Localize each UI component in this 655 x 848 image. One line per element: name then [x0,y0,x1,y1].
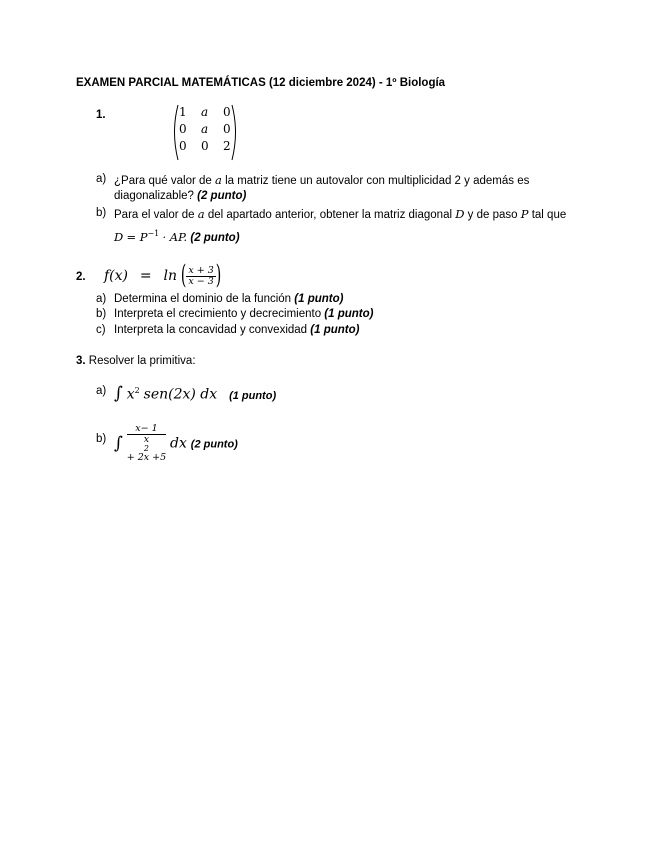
q3b-fraction [127,424,166,463]
q2-item-text: Interpreta la concavidad y convexidad [114,324,308,336]
q1b-equation-line [114,229,240,244]
q1a-points: (2 punto) [197,190,247,202]
matrix-cell: 1 [179,105,187,119]
exam-title: EXAMEN PARCIAL MATEMÁTICAS (12 diciembre 2024) - 1º Biología [76,77,446,89]
q1a-text1: ¿Para qué valor de [114,175,212,187]
matrix-cell: 0 [179,122,187,136]
q1b-var-P: P [520,207,529,221]
q2-item-text: Interpreta el crecimiento y decrecimiento [114,308,322,320]
q2-item-points: (1 punto) [310,324,360,336]
q1a-var: a [215,173,222,187]
q3b-den-exp: 2 [143,443,149,453]
q1b-line1 [114,207,566,221]
q1a-line1 [114,173,529,187]
q2-right-paren: ) [215,261,222,292]
q2-item-label: a) [96,293,107,305]
q3a-integral [114,378,276,409]
q1b-label: b) [96,207,107,219]
q1a-label: a) [96,173,107,185]
q2-numerator: x + 3 [188,264,214,276]
q2-item-points: (1 punto) [294,293,344,305]
q1b-eq-eq: = P [126,229,148,244]
matrix [171,103,239,163]
q3a-rest: sen(2x) dx [143,386,218,403]
q3b-den-x: x [143,433,150,445]
matrix-cell: 2 [223,139,231,153]
question-2-number: 2. [76,271,86,283]
q1b-var-a: a [197,207,205,221]
matrix-cell: 0 [223,105,231,119]
q1a-text3: diagonalizable? [114,190,194,202]
q2-ln: ln [163,268,178,284]
matrix-entries [179,105,239,156]
q3b-points: (2 punto) [190,438,238,451]
q2-function [104,260,221,291]
question-3-number: 3. [76,355,86,367]
integral-sign: ∫ [114,433,123,454]
q1b-text2: del apartado anterior, obtener la matriz diagonal [207,209,453,221]
q2-item-label: b) [96,308,107,320]
q3b-dx: dx [170,435,187,452]
q3b-numerator: x− 1 [127,424,166,435]
q1b-var-D: D [455,207,465,221]
q3a-points: (1 punto) [229,389,277,402]
q1a-text2: la matriz tiene un autovalor con multiplicidad 2 y además es [225,175,530,187]
q3b-denominator [127,435,166,463]
q3a-label: a) [96,385,107,397]
matrix-cell: 0 [223,122,231,136]
question-1-number: 1. [96,109,106,121]
q1a-line2 [114,190,246,202]
q2-item-label: c) [96,324,106,336]
q2-item [114,324,359,336]
q3a-x: x [126,386,135,403]
q3a-exp: 2 [134,386,140,395]
q3-text: Resolver la primitiva: [88,355,196,367]
q1b-eq-exp: −1 [147,229,160,238]
q3b-den-rest: + 2x +5 [126,452,167,464]
q1b-eq-lhs: D [114,229,124,244]
matrix-cell: a [201,105,209,119]
q1b-eq-rest: · AP. [162,229,188,244]
matrix-cell: a [201,122,209,136]
matrix-cell: 0 [201,139,209,153]
q1b-text1: Para el valor de [114,209,195,221]
q2-item-text: Determina el dominio de la función [114,293,292,305]
q1b-text3: y de paso [467,209,518,221]
q2-left-paren: ( [180,261,187,292]
matrix-cell: 0 [179,139,187,153]
integral-sign: ∫ [114,383,123,404]
q2-denominator: x − 3 [188,275,214,287]
q2-item [114,293,343,305]
q1b-text4: tal que [531,209,567,221]
q3b-label: b) [96,433,107,445]
q2-item-points: (1 punto) [324,308,374,320]
q2-fraction [186,266,215,287]
q1b-points: (2 punto) [190,231,240,244]
question-3 [76,355,196,367]
q3b-integral [114,424,238,463]
q2-eq: = [139,268,152,284]
q2-item [114,308,373,320]
q2-fx: f(x) [104,268,129,284]
